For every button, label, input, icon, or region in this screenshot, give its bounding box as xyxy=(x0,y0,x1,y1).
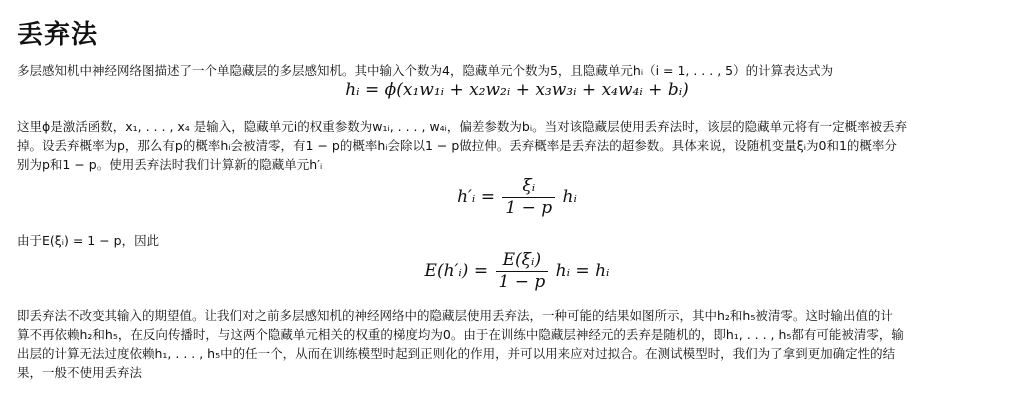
equation-dropout xyxy=(17,176,1017,219)
paragraph-dropout-line-3: 别为p和1 − p。使用丢弃法时我们计算新的隐藏单元h′ᵢ xyxy=(17,157,323,172)
equation-expectation-numerator: E(ξᵢ) xyxy=(496,250,549,272)
equation-dropout-numerator: ξᵢ xyxy=(502,176,555,198)
paragraph-dropout-line-1: 这里ϕ是激活函数，x₁, . . . , x₄ 是输入，隐藏单元i的权重参数为w₁ᵢ, . . . , w₄ᵢ，偏差参数为bᵢ。当对该隐藏层使用丢弃法时，该层的隐藏单元将有一定概率被丢弃 xyxy=(17,119,908,134)
paragraph-conclusion-line-3: 出层的计算无法过度依赖h₁, . . . , h₅中的任一个，从而在训练模型时起到正则化的作用，并可以用来应对过拟合。在测试模型时，我们为了拿到更加确定性的结 xyxy=(17,346,896,361)
equation-expectation-lhs: E(h′ᵢ) = xyxy=(424,261,489,281)
equation-dropout-lhs: h′ᵢ = xyxy=(457,187,495,207)
equation-hidden-unit xyxy=(17,80,1017,100)
equation-expectation-fraction xyxy=(496,250,549,293)
paragraph-conclusion-line-1: 即丢弃法不改变其输入的期望值。让我们对之前多层感知机的神经网络中的隐藏层使用丢弃法，一种可能的结果如图所示，其中h₂和h₅被清零。这时输出值的计 xyxy=(17,308,893,323)
equation-expectation-denominator: 1 − p xyxy=(498,272,546,292)
paragraph-conclusion-line-2: 算不再依赖h₂和h₅，在反向传播时，与这两个隐藏单元相关的权重的梯度均为0。由于在训练中隐藏层神经元的丢弃是随机的，即h₁, . . . , h₅都有可能被清零，输 xyxy=(17,327,904,342)
paragraph-dropout-line-2: 掉。设丢弃概率为p，那么有p的概率hᵢ会被清零，有1 − p的概率hᵢ会除以1 − p做拉伸。丢弃概率是丢弃法的超参数。具体来说，设随机变量ξᵢ为0和1的概率分 xyxy=(17,138,897,153)
equation-dropout-rhs: hᵢ xyxy=(562,187,577,207)
equation-dropout-denominator: 1 − p xyxy=(505,198,553,218)
equation-dropout-fraction xyxy=(502,176,555,219)
equation-expectation-rhs: hᵢ = hᵢ xyxy=(555,261,610,281)
paragraph-conclusion-line-4: 果，一般不使用丢弃法 xyxy=(17,365,143,380)
paragraph-expectation: 由于E(ξᵢ) = 1 − p，因此 xyxy=(17,233,160,248)
paragraph-intro: 多层感知机中神经网络图描述了一个单隐藏层的多层感知机。其中输入个数为4，隐藏单元个数为5，且隐藏单元hᵢ（i = 1, . . . , 5）的计算表达式为 xyxy=(17,63,834,78)
equation-expectation xyxy=(17,250,1017,293)
page-title: 丢弃法 xyxy=(17,20,99,50)
equation-hidden-unit-text: hᵢ = ϕ(x₁w₁ᵢ + x₂w₂ᵢ + x₃w₃ᵢ + x₄w₄ᵢ + bᵢ) xyxy=(345,80,689,100)
